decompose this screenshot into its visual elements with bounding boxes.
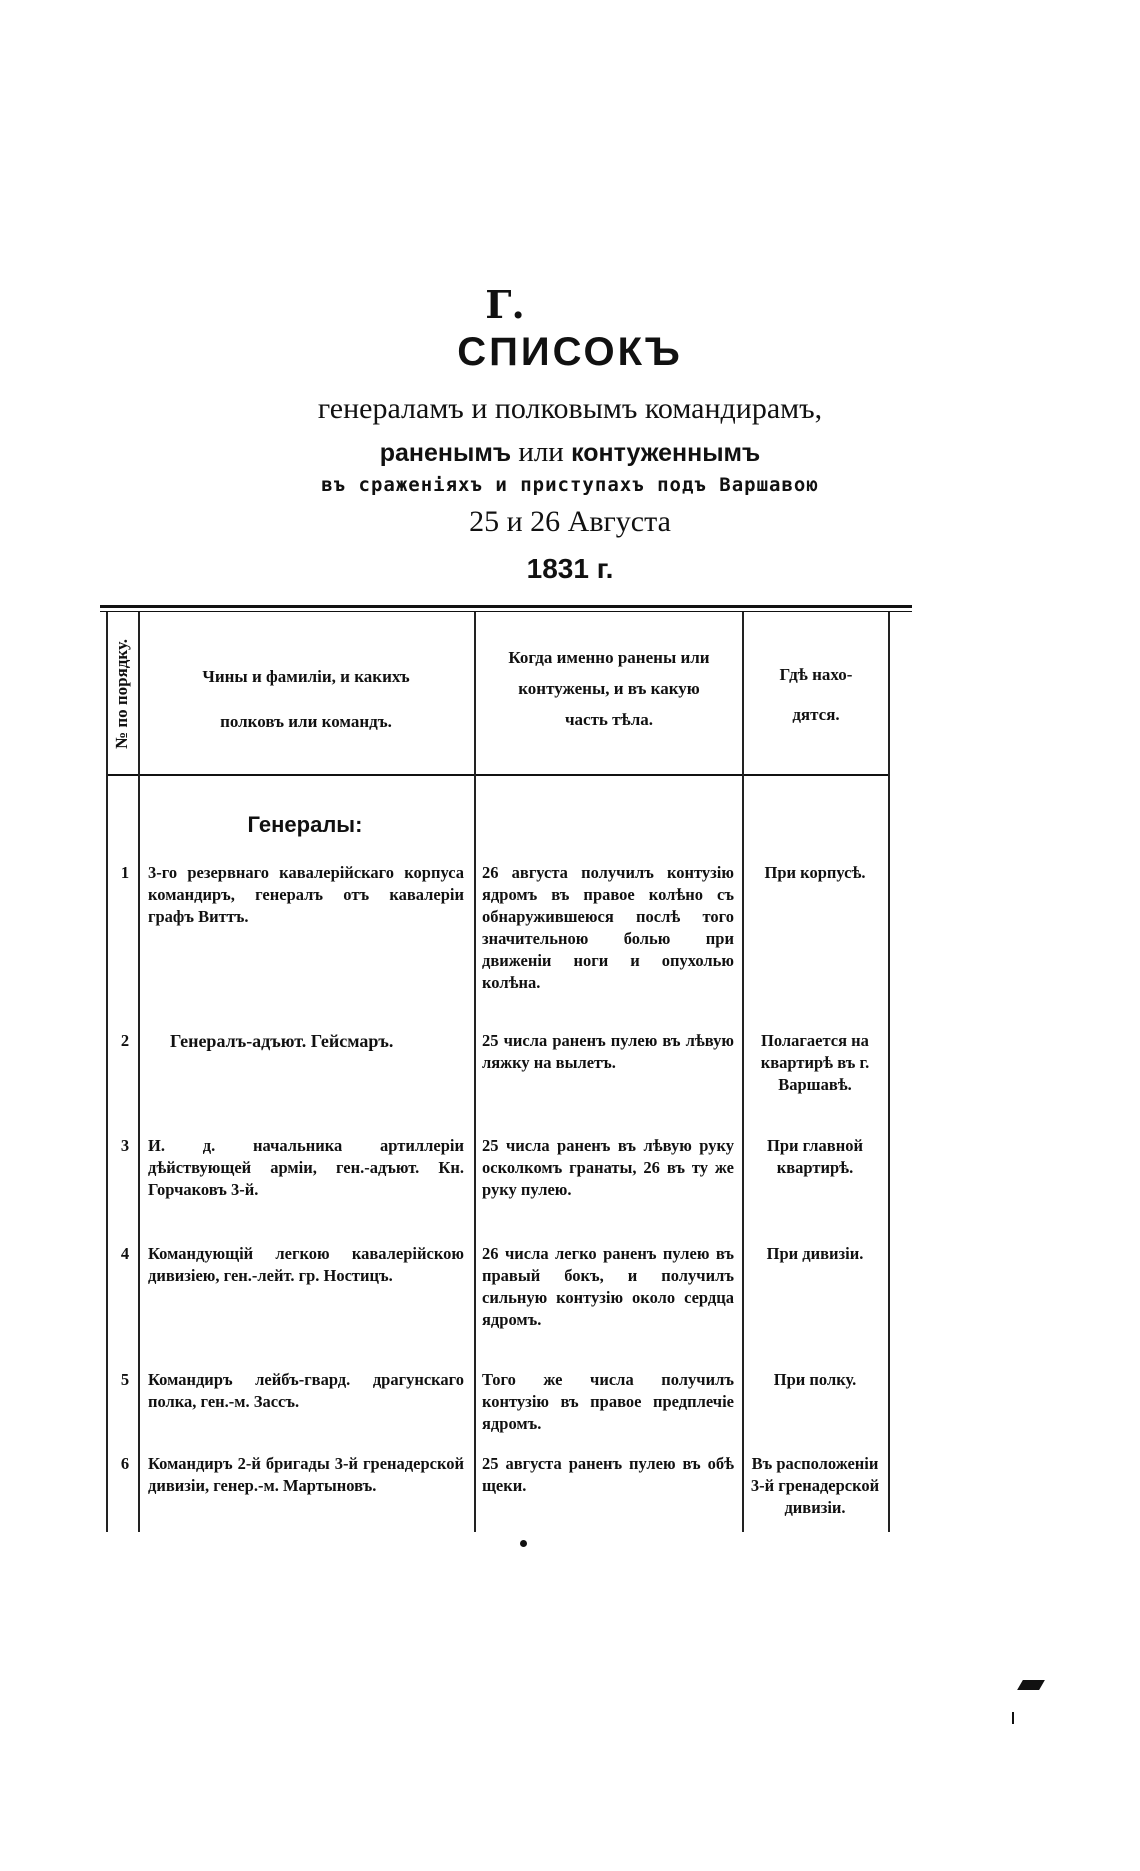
column-line-when [742, 612, 744, 1532]
row-5-name: Командиръ лейбъ-гвард. драгунскаго полка, ген.-м. Зассъ. [148, 1370, 464, 1411]
page-title: СПИСОКЪ [457, 330, 683, 374]
row-1-where: При корпусѣ. [764, 863, 866, 882]
row-6-where: Въ расположеніи 3-й гренадерской дивизіи. [750, 1454, 880, 1517]
subtitle-wounded: раненымъ [379, 439, 512, 467]
row-3-wound: 25 числа раненъ въ лѣвую руку осколкомъ гранаты, 26 въ ту же руку пулею. [482, 1136, 734, 1199]
row-2-wound: 25 числа раненъ пулею въ лѣвую ляжку на вылетъ. [482, 1031, 734, 1072]
row-6-name: Командиръ 2-й бригады 3-й гренадерской дивизіи, генер.-м. Мартыновъ. [148, 1454, 464, 1495]
header-where: Гдѣ нахо- дятся. [779, 665, 853, 724]
row-2-where: Полагается на квартирѣ въ г. Варшавѣ. [760, 1031, 870, 1094]
ink-tick [1012, 1712, 1014, 1724]
header-number: № по порядку. [112, 638, 131, 750]
subtitle-date: 25 и 26 Августа [469, 505, 671, 538]
header-bottom-rule [108, 774, 888, 776]
ink-smudge [1017, 1680, 1045, 1690]
row-4-number: 4 [120, 1244, 130, 1263]
row-2-name: Генералъ-адъют. Гейсмаръ. [170, 1031, 394, 1051]
row-1-name: 3-го резервнаго кавалерійскаго корпуса командиръ, генералъ отъ кавалеріи графъ Виттъ. [148, 863, 464, 926]
table-top-rule [100, 605, 912, 608]
row-3-number: 3 [120, 1136, 130, 1155]
row-4-where: При дивизіи. [766, 1244, 864, 1263]
row-6-wound: 25 августа раненъ пулею въ обѣ щеки. [482, 1454, 734, 1495]
column-line-number [138, 612, 140, 1532]
row-2-number: 2 [120, 1031, 130, 1050]
row-4-name: Командующій легкою кавалерійскою дивизіею, ген.-лейт. гр. Ностицъ. [148, 1244, 464, 1285]
row-3-name: И. д. начальника артиллеріи дѣйствующей арміи, ген.-адъют. Кн. Горчаковъ 3-й. [148, 1136, 464, 1199]
row-5-wound: Того же числа получилъ контузію въ правое предплечіе ядромъ. [482, 1370, 734, 1433]
column-line-right [888, 612, 890, 1532]
subtitle-contused: контуженнымъ [571, 439, 761, 467]
row-4-wound: 26 числа легко раненъ пулею въ правый бокъ, и получилъ сильную контузію около сердца ядромъ. [482, 1244, 734, 1329]
column-line-ranks [474, 612, 476, 1532]
row-1-wound: 26 августа получилъ контузію ядромъ въ правое колѣно съ обнаружившеюся послѣ того значительною болью при движеніи ноги и опухолью колѣна. [482, 863, 734, 992]
subtitle-or: или [511, 436, 572, 468]
row-6-number: 6 [120, 1454, 130, 1473]
header-ranks: Чины и фамиліи, и какихъ полковъ или командъ. [202, 667, 410, 731]
section-heading-generals: Генералы: [247, 812, 363, 837]
row-5-where: При полку. [773, 1370, 857, 1389]
subtitle-line-1: генераламъ и полковымъ командирамъ, [317, 392, 823, 425]
row-3-where: При главной квартирѣ. [767, 1136, 863, 1177]
subtitle-year: 1831 г. [526, 553, 614, 584]
row-5-number: 5 [120, 1370, 130, 1389]
ink-dot [520, 1540, 527, 1547]
table-top-rule-thin [100, 611, 912, 612]
header-when: Когда именно ранены или контужены, и въ какую часть тѣла. [508, 648, 710, 729]
appendix-letter: Г. [485, 282, 525, 327]
subtitle-line-3: въ сраженіяхъ и приступахъ подъ Варшавою [321, 474, 819, 496]
row-1-number: 1 [120, 863, 130, 882]
subtitle-line-2 [0, 436, 1140, 469]
